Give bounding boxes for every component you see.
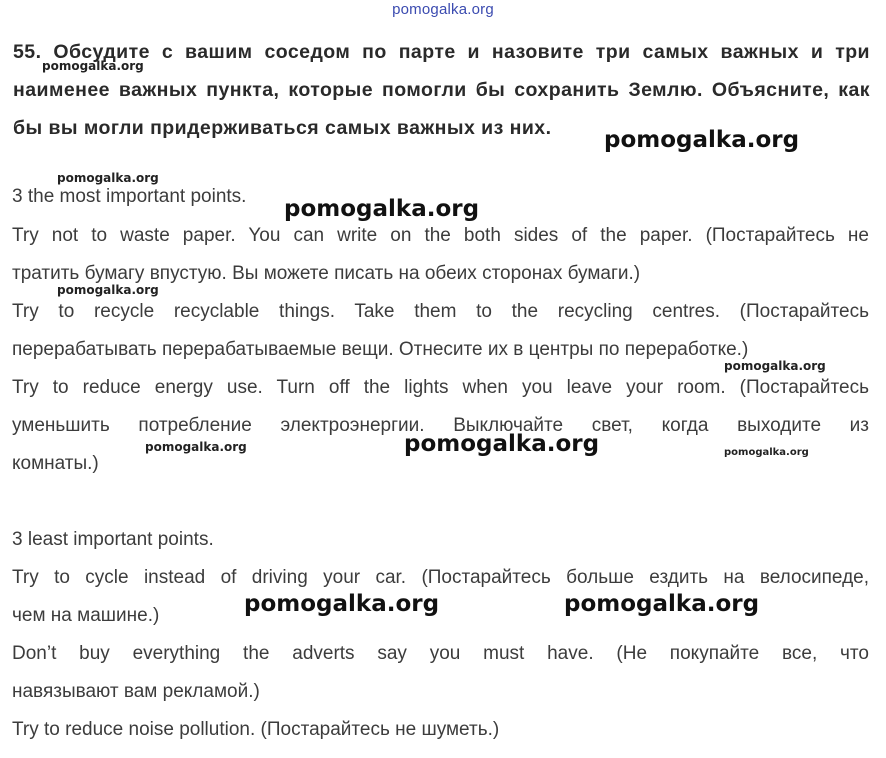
least-important-line-3: Don’t buy everything the adverts say you must have. (Не покупайте все, что [12,643,869,664]
watermark: pomogalka.org [724,447,809,458]
watermark: pomogalka.org [57,283,159,297]
watermark: pomogalka.org [244,591,440,617]
site-header-watermark: pomogalka.org [392,1,494,18]
most-important-line-6: уменьшить потребление электроэнергии. Выключайте свет, когда выходите из [12,415,869,436]
watermark: pomogalka.org [145,440,247,454]
most-important-line-5: Try to reduce energy use. Turn off the lights when you leave your room. (Постарайтесь [12,377,869,398]
task-statement: 55. Обсудите с вашим соседом по парте и назовите три самых важных и три наименее важных пункта, которые помогли бы сохранить Землю. Объясните, как бы вы могли придерживаться самых важных из них. [13,41,870,139]
least-important-line-1: Try to cycle instead of driving your car. (Постарайтесь больше ездить на велосипеде, [12,567,869,588]
watermark: pomogalka.org [404,431,600,457]
watermark: pomogalka.org [564,591,760,617]
least-important-line-2: чем на машине.) [12,605,160,626]
watermark: pomogalka.org [284,196,480,222]
most-important-line-7: комнаты.) [12,453,99,474]
least-important-line-5: Try to reduce noise pollution. (Постарайтесь не шуметь.) [12,719,500,740]
watermark: pomogalka.org [42,59,144,73]
most-important-heading: 3 the most important points. [12,186,247,207]
watermark: pomogalka.org [724,359,826,373]
most-important-line-2: тратить бумагу впустую. Вы можете писать на обеих сторонах бумаги.) [12,263,641,284]
least-important-heading: 3 least important points. [12,529,214,550]
least-important-line-4: навязывают вам рекламой.) [12,681,260,702]
most-important-line-3: Try to recycle recyclable things. Take them to the recycling centres. (Постарайтесь [12,301,869,322]
most-important-line-1: Try not to waste paper. You can write on the both sides of the paper. (Постарайтесь не [12,225,869,246]
watermark: pomogalka.org [57,171,159,185]
watermark: pomogalka.org [604,127,800,153]
most-important-line-4: перерабатывать перерабатываемые вещи. Отнесите их в центры по переработке.) [12,339,749,360]
